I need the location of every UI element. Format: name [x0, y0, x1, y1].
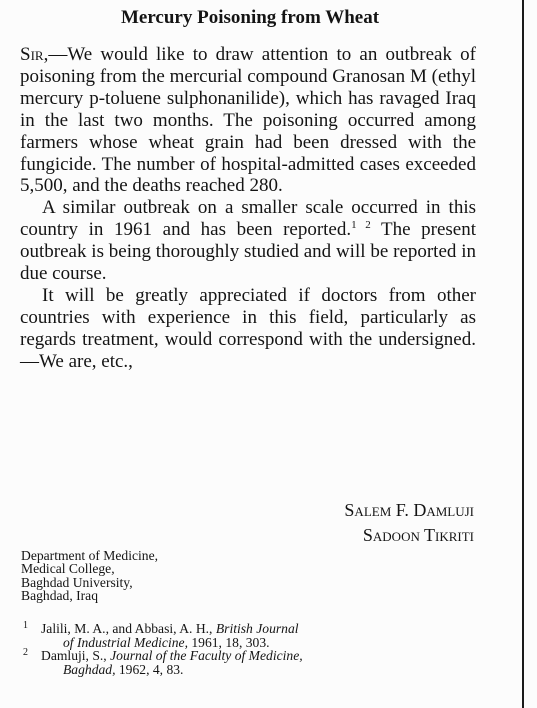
paragraph-1-text: —We would like to draw attention to an outbreak of poisoning from the mercurial compound Granosan M (ethyl mercury p-toluene sulphonanilide), which has ravaged Iraq in the last two months. The poisoning occurred among farmers whose wheat grain had been dressed with the fungicide. The number of hospital-admitted cases exceeded 5,500, and the deaths reached 280. — [20, 44, 476, 197]
references — [21, 622, 477, 676]
address-line: Baghdad University, — [21, 574, 133, 590]
reference-journal-cont: Baghdad, — [63, 661, 116, 677]
reference-1 — [21, 622, 477, 649]
reference-continuation — [41, 663, 477, 677]
paragraph-2 — [20, 197, 476, 285]
author-address — [21, 549, 158, 603]
paragraph-1 — [20, 44, 476, 197]
salutation: Sir, — [20, 44, 49, 65]
address-line: Baghdad, Iraq — [21, 588, 99, 604]
reference-details: 1962, 4, 83. — [115, 661, 184, 677]
paragraph-2-text-a: A similar outbreak on a smaller scale occurred in this country in 1961 and has been reported. — [20, 197, 476, 241]
reference-authors: Jalili, M. A., and Abbasi, A. H., — [41, 621, 213, 636]
paragraph-2-text-b: The present outbreak is being thoroughly studied and will be reported in due course. — [20, 219, 477, 285]
reference-journal: British Journal — [215, 621, 299, 636]
reference-details: 1961, 18, 303. — [187, 634, 270, 650]
reference-journal-cont: of Industrial Medicine, — [63, 634, 188, 650]
reference-number: 2 — [23, 647, 28, 659]
letter-body — [20, 44, 476, 373]
address-line: Department of Medicine, — [21, 548, 159, 563]
column-rule — [522, 0, 524, 708]
paragraph-3 — [20, 285, 476, 373]
reference-2 — [21, 649, 477, 676]
reference-number: 1 — [23, 620, 28, 631]
signature-1: Salem F. Damluji — [344, 500, 474, 520]
signature-2: Sadoon Tikriti — [362, 525, 474, 545]
reference-authors: Damluji, S., — [41, 648, 107, 664]
reference-continuation — [41, 636, 477, 650]
letter-title: Mercury Poisoning from Wheat — [120, 7, 380, 28]
address-line: Medical College, — [21, 561, 115, 577]
reference-markers: 1 2 — [351, 219, 371, 232]
paragraph-3-text: It will be greatly appreciated if doctors from other countries with experience in this field, particularly as regards treatment, would correspond with the undersigned.—We are, etc., — [20, 284, 476, 372]
reference-journal: Journal of the Faculty of Medicine, — [110, 648, 303, 664]
